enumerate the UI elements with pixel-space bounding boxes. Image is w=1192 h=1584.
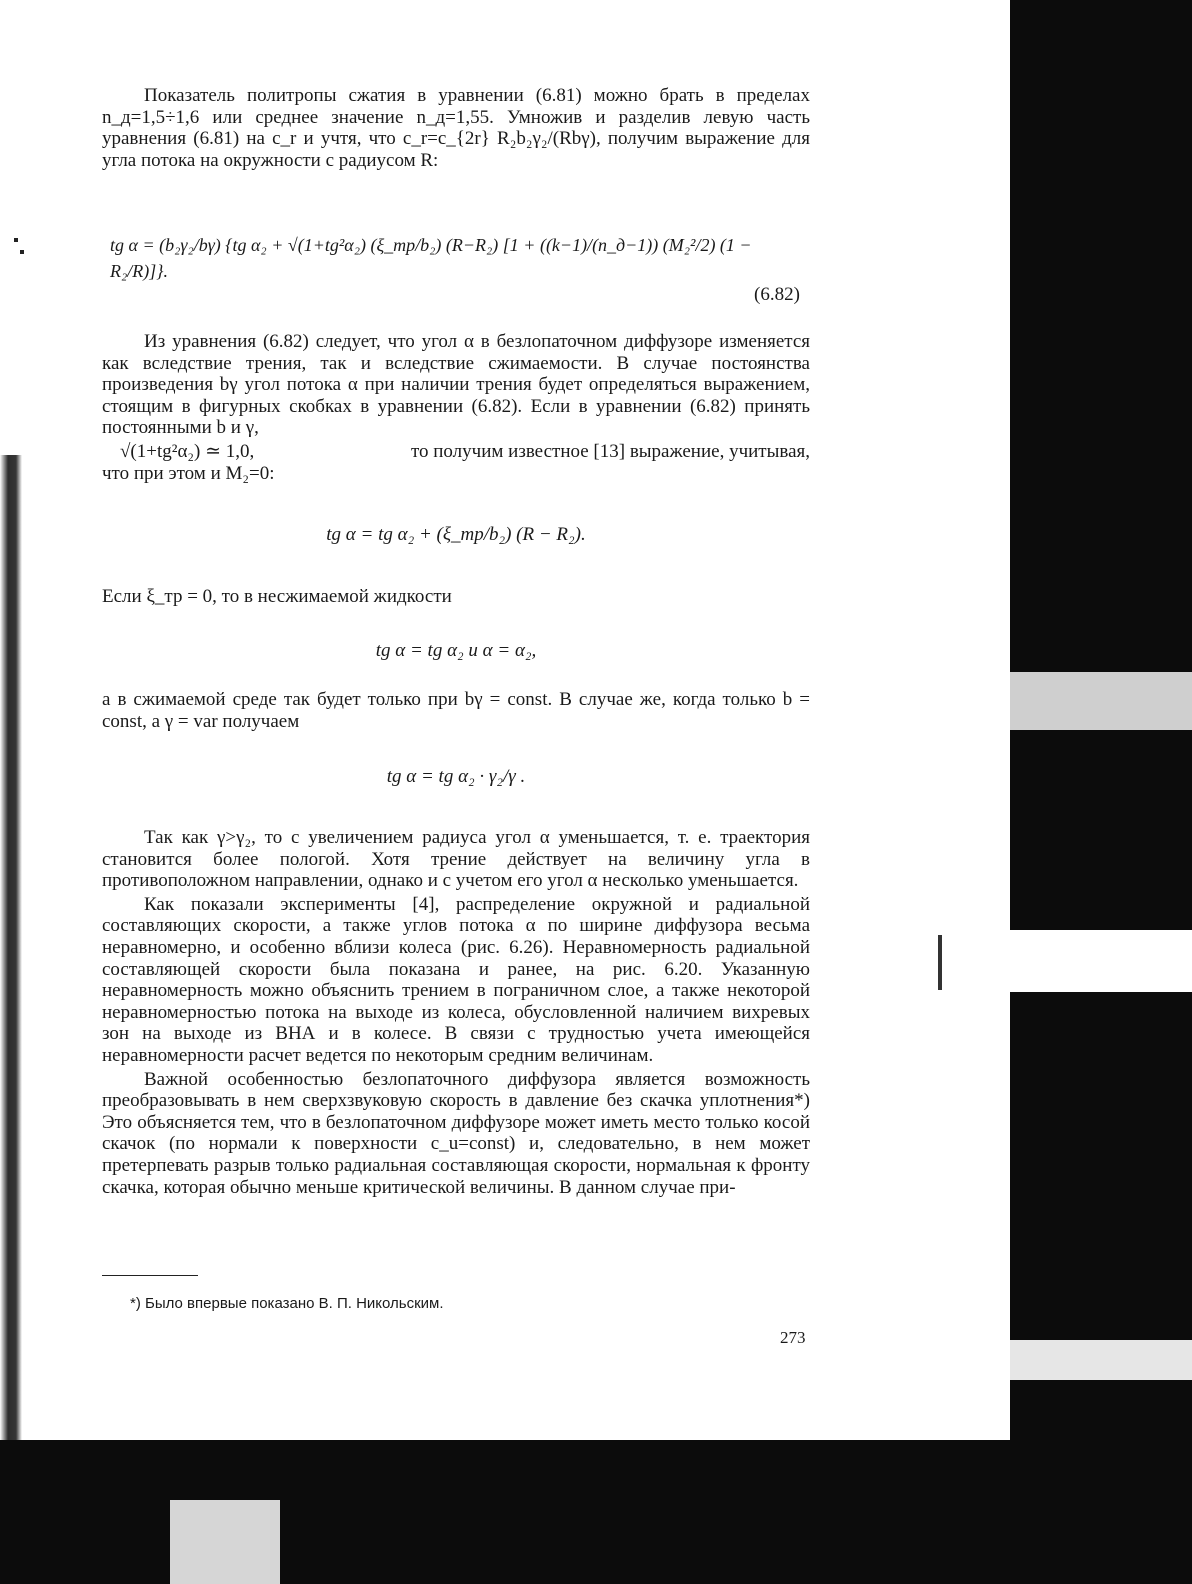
- paragraph: Из уравнения (6.82) следует, что угол α в безлопаточном диффузоре изменяется как вследствие трения, так и вследствие сжимаемости. В случае постоянства произведения bγ угол потока α при наличии трения будет определяться выражением, стоящим в фигурных скобках в уравнении (6.82). Если в уравнении (6.82) принять постоянными b и γ,: [102, 331, 810, 439]
- formula-line: [102, 441, 810, 463]
- paragraph: Если ξ_тр = 0, то в несжимаемой жидкости: [102, 586, 452, 607]
- document-body: [102, 827, 810, 1198]
- paragraph-text: то получим известное [13] выражение, учитывая,: [410, 440, 810, 462]
- equation-text: tg α = tg α₂ · γ₂/γ .: [386, 766, 526, 787]
- equation: [102, 524, 810, 546]
- paragraph: Показатель политропы сжатия в уравнении (6.81) можно брать в пределах n_д=1,5÷1,6 или среднее значение n_д=1,55. Умножив и разделив левую часть уравнения (6.81) на c_r и учтя, что c_r=c_{2r} R₂b₂γ₂/(Rbγ), получим выражение для угла потока на окружности с радиусом R:: [102, 85, 810, 171]
- paragraph: Как показали эксперименты [4], распределение окружной и радиальной составляющих скорости, а также углов потока α по ширине диффузора весьма неравномерно, и особенно вблизи колеса (рис. 6.26). Неравномерность радиальной составляющей скорости была показана и ранее, на рис. 6.20. Указанную неравномерность можно объяснить трением в пограничном слое, а также некоторой неравномерностью потока на выходе из колеса, обусловленной наличием вихревых зон на выходе из ВНА и в колесе. В связи с трудностью учета имеющейся неравномерности расчет ведется по некоторым средним величинам.: [102, 893, 810, 1066]
- equation-text: tg α = tg α₂ и α = α₂,: [375, 640, 537, 661]
- book-spine-shadow: [0, 455, 22, 1440]
- paragraph: а в сжимаемой среде так будет только при bγ = const. В случае же, когда только b = const, а γ = var получаем: [102, 689, 810, 732]
- scan-light-spot: [170, 1500, 280, 1584]
- paragraph: Так как γ>γ₂, то с увеличением радиуса угол α уменьшается, т. е. траектория становится более пологой. Хотя трение действует на величину угла в противоположном направлении, однако и с учетом его угол α несколько уменьшается.: [102, 827, 810, 892]
- scan-edge-gap: [1010, 1340, 1192, 1380]
- scan-edge-gap: [1010, 930, 1192, 992]
- scan-dot: [14, 238, 18, 242]
- paragraph: что при этом и M₂=0:: [102, 462, 275, 484]
- equation-text: tg α = (b₂γ₂/bγ) {tg α₂ + √(1+tg²α₂) (ξ_тр/b₂) (R−R₂) [1 + ((k−1)/(n_д−1)) (M₂²/2) (1 − R₂/R)]}.: [110, 235, 752, 281]
- scan-dot: [20, 250, 24, 254]
- scan-mark: [938, 935, 942, 990]
- scan-edge-gap: [1010, 672, 1192, 730]
- document-body: [102, 586, 810, 608]
- inline-formula: √(1+tg²α₂) ≃ 1,0,: [120, 440, 255, 462]
- equation: [102, 766, 810, 788]
- equation-6-82: [110, 232, 810, 284]
- page-number: 273: [780, 1328, 806, 1347]
- footnote-rule: [102, 1275, 198, 1276]
- equation-number: (6.82): [754, 284, 800, 305]
- equation: [102, 640, 810, 662]
- paragraph: Важной особенностью безлопаточного диффузора является возможность преобразовывать в нем сверхзвуковую скорость в давление без скачка уплотнения*) Это объясняется тем, что в безлопаточном диффузоре может иметь место только косой скачок (по нормали к поверхности c_u=const) и, следовательно, в нем может претерпевать разрыв только радиальная составляющая скорости, нормальная к фронту скачка, которая обычно меньше критической величины. В данном случае при-: [102, 1068, 810, 1198]
- document-body: [102, 85, 810, 197]
- equation-text: tg α = tg α₂ + (ξ_тр/b₂) (R − R₂).: [326, 524, 586, 545]
- footnote: *) Было впервые показано В. П. Никольским.: [130, 1295, 444, 1312]
- document-body: [102, 689, 810, 732]
- document-body: [102, 331, 810, 485]
